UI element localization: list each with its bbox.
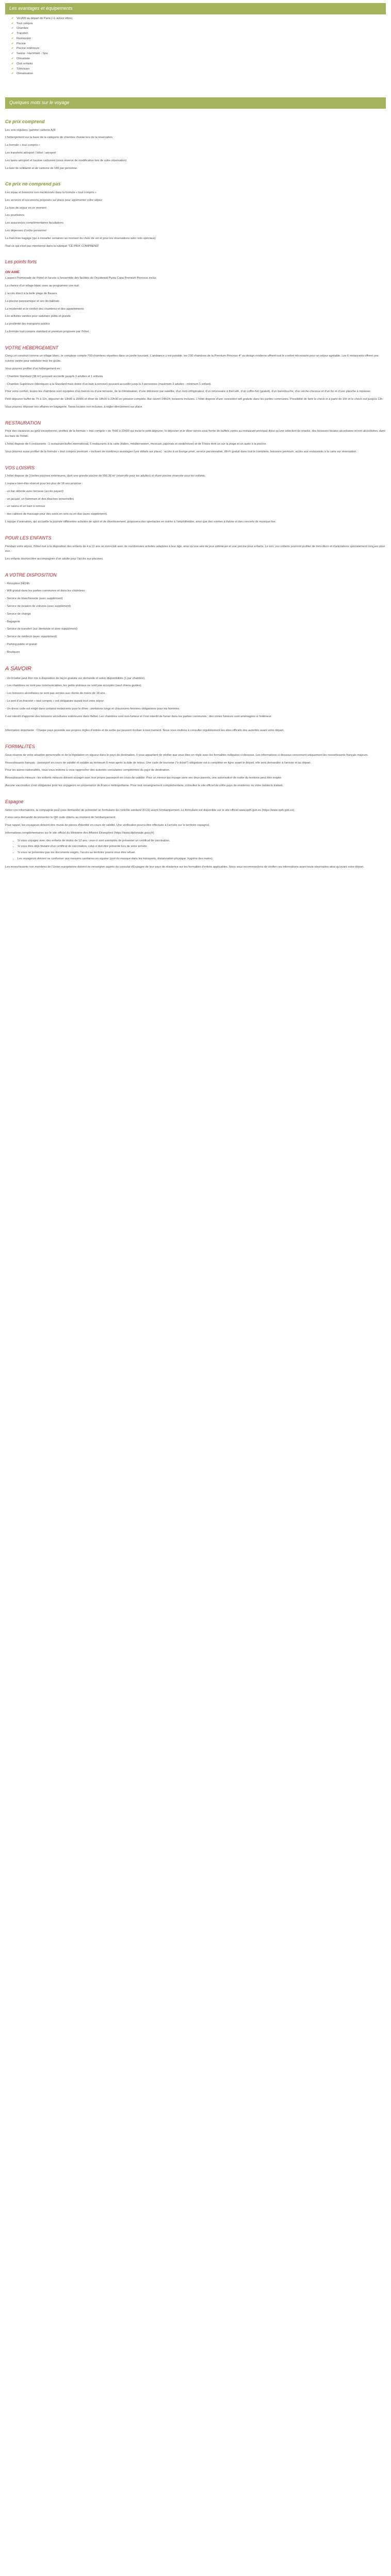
list-item: • Les voyageurs doivent se conformer aux mesures sanitaires en vigueur (port du masque dans les transports, distanciation physique, hygiène des mains). [18, 857, 386, 862]
paragraph: Pour votre confort, toutes les chambres sont équipées d'un balcon ou d'une terrasse, de la climatisation, d'une télévision par satellite, d'un mini-réfrigérateur, d'un nécessaire à thé/café, d'un coffre-fort (gratuit), d'un bain/douche, d'un sèche-cheveux et d'un fer et d'une planche à repasser. [5, 390, 371, 394]
paragraph: - Chambre Supérieure (identiques à la Standard mais dotée d'un bain à remous) pouvant accueillir jusqu'à 3 personnes (maximum 3 adultes - minimum 1 enfant). [5, 382, 211, 386]
feature-item: ✔ Sauna - Hammam - Spa [11, 52, 386, 57]
paragraph: Vous pourrez aussi profiter de la formule « tout compris premium » incluant de nombreux avantages (voir détails sur place) : accès à un lounge privé, service personnalisé, Wi-Fi gratuit dans tout le complexe, boissons premium, accès aux restaurants à la carte sur réservation. [5, 450, 357, 453]
feature-item: ✔ Vol A/R au départ de Paris (+1 autres villes) [11, 16, 386, 22]
section-prix-comprend [5, 118, 386, 171]
text-line: Les pourboires [5, 214, 25, 217]
text-line: La taxe de solidarité et de carbone de 18€ par personne. [5, 166, 78, 170]
paragraph: - Le port d'un bracelet « tout compris » est obligatoire durant tout votre séjour. [5, 700, 105, 703]
important-note: Information importante : Chaque pays possède ses propres règles d'entrée et de sortie qui peuvent évoluer à tout moment. Nous vous invitons à consulter régulièrement les sites officiels des autorités avant votre départ. [5, 729, 284, 733]
paragraph: - Un lit bébé peut être mis à disposition de façon gratuite sur demande et selon disponibilités (1 par chambre). [5, 676, 145, 680]
text-line: - Service de médecin (avec supplément) [5, 635, 57, 639]
text-line: L'hébergement sur la base de la catégorie de chambre choisie lors de la réservation [5, 136, 112, 140]
text-line: Les transferts aéroport / hôtel / aéroport [5, 151, 56, 155]
text-line: - Service de change [5, 612, 31, 616]
paragraph: - un bar détente avec terrasse (accès payant) [5, 489, 63, 493]
section-title: RESTAURATION [5, 420, 41, 426]
paragraph: Vous pourrez profiter d'un hébergement en : [5, 367, 62, 370]
section-enfants [5, 534, 386, 562]
paragraph: - un sauna et un bain à remous [5, 505, 45, 509]
paragraph: Vous pourrez déposer vos affaires en bagagerie. Taxes locales non incluses, à régler directement sur place. [5, 405, 143, 409]
text-line: La formule tout compris standard et premium proposée par l'hôtel. [5, 330, 90, 333]
paragraph: Ressortissants mineurs : les enfants mineurs doivent voyager avec leur propre passeport en cours de validité. Pour un mineur qui voyage sans ses deux parents, une autorisation de sortie du territoire peut être exigée. [5, 776, 282, 780]
text-line: - Parking public et gratuit [5, 642, 37, 646]
section-title: VOTRE HÉBERGEMENT [5, 345, 59, 350]
text-line: Les repas et boissons non mentionnés dans la formule « tout compris » [5, 191, 96, 195]
text-line: La taxe de séjour en ce moment [5, 206, 46, 210]
feature-item: ✔ Transfert [11, 31, 386, 37]
text-line: - Service de transfert (sur demande et avec supplément) [5, 628, 77, 631]
paragraph: - Les boissons alcoolisées ne sont pas servies aux clients de moins de 18 ans. [5, 692, 106, 696]
text-line: La chance d'un village blanc avec au programme une nuit [5, 284, 79, 288]
section-loisirs [5, 464, 386, 525]
section-points-forts [5, 258, 386, 334]
list-item: • Si vous voyagez avec des enfants de moins de 12 ans, ceux-ci sont exemptés de présenter un certificat de vaccination. [18, 839, 386, 844]
text-line: La proximité des transports publics [5, 323, 50, 326]
paragraph: L'espace bien-être réservé pour les plus de 18 ans propose : [5, 482, 83, 486]
paragraph: Aucune vaccination n'est obligatoire pour les voyageurs en provenance de France métropolitaine. Pour tout renseignement complémentaire, consultez le site officiel de votre pays de résidence ou votre médecin traitant. [5, 784, 284, 788]
section-title: FORMALITÉS [5, 744, 35, 750]
section-title: Espagne [5, 799, 24, 804]
paragraph: Il vous sera demandé de présenter le QR code obtenu au moment de l'embarquement. [5, 816, 116, 820]
text-line: - Bagagerie [5, 620, 20, 623]
paragraph: - Chambre Standard (38 m²) pouvant accueillir jusqu'à 3 adultes et 1 enfants. [5, 375, 104, 378]
paragraph: L'hôtel dispose de 6 restaurants : 1 restaurant buffet international, 5 restaurants à la carte (italien, méditerranéen, mexicain, japonais et steakhouse) et de 5 bars dont un sur la plage et un autre à la piscine. [5, 443, 267, 446]
espagne-bullets [5, 839, 386, 862]
section-info-importante [5, 728, 386, 734]
text-line: La franchise bagage (qui à travailler certaines au moment du choix de vol et pour les réservations avec vols spéciaux) [5, 236, 156, 240]
text-line: L'accès direct à la belle plage de Bavaro [5, 292, 57, 295]
features-list [5, 16, 386, 77]
section-prix-ne-comprend [5, 180, 386, 249]
text-line: - Service de blanchisserie (avec supplément) [5, 597, 63, 601]
paragraph: Selon vos informations, la compagnie peut vous demander de présenter un formulaire de contrôle sanitaire (FCS) avant l'embarquement. Le formulaire est disponible sur le site officiel www.spth.gob.es (https://www.spth.gob.es). [5, 808, 295, 812]
feature-item: ✔ Piscine extérieure [11, 46, 386, 52]
feature-item: ✔ Climatisation [11, 72, 386, 77]
paragraph: Conçu et construit comme un village blanc, le complexe compte 700 chambres réparties dans un jardin luxuriant. L'ambiance y est paisible, les 230 chambres de la Premium Princess 4* au design moderne offrent tout le confort nécessaire pour un séjour agréable. Les 6 restaurants offrent une cuisine variée pour satisfaire tous les goûts. [5, 354, 379, 363]
paragraph: - Les chambres ne sont pas communicantes, les petits animaux ne sont pas acceptés (sauf chiens guides). [5, 684, 142, 688]
text-line: Les activités variées pour satisfaire petits et grands [5, 315, 71, 318]
paragraph: L'hôtel dispose de 3 belles piscines extérieures, dont une grande piscine de 556,36 m² (résérvée pour les adultes) et d'une piscine réservée pour les enfants. [5, 474, 206, 478]
text-line: Les dépenses d'ordre personnel [5, 229, 46, 232]
paragraph: - des cabines de massage pour des soins en solo ou en duo (avec supplément). [5, 513, 108, 516]
feature-item: ✔ Télévision [11, 67, 386, 72]
section-subtitle: ON AIME [5, 270, 20, 275]
paragraph: Pendant votre séjour, l'hôtel met à la disposition des enfants de 4 à 12 ans un mini-club avec de nombreuses activités adaptées à leur âge, ainsi qu'une aire de jeux extérieure et une piscine pour enfants. Le soir, vos enfants pourront profiter de mini-disco et d'animations spécialement conçues pour eux. [5, 545, 385, 553]
section-formalites [5, 743, 386, 789]
paragraph: Il est interdit d'apporter des boissons alcoolisées extérieures dans l'hôtel. Les chambres sont non-fumeur et il est interdit de fumer dans les parties communes ; des zones fumeurs sont aménagées à l'extérieur. [5, 715, 272, 718]
feature-item: ✔ Climatisée [11, 57, 386, 62]
page [5, 3, 386, 870]
section-hebergement [5, 344, 386, 410]
text-line: - Service de location de voitures (avec supplément) [5, 604, 71, 608]
text-line: - Boutiques [5, 650, 20, 654]
section-title: Ce prix ne comprend pas [5, 181, 61, 187]
feature-item: ✔ Piscine [11, 42, 386, 47]
list-item: • Si vous ne présentez pas les documents exigés, l'accès au territoire pourra vous être refusé. [18, 851, 386, 856]
paragraph: Pour les autres nationalités, nous vous invitons à vous rapprocher des autorités consulaires compétentes du pays de destination. [5, 769, 170, 772]
text-line: Les vols réguliers, gamme carbone A/R [5, 128, 56, 132]
text-line: Les taxes aéroport et hausse carburant (sous réserve de modification lors de votre réservation) [5, 159, 127, 162]
feature-item: ✔ Chambre [11, 26, 386, 31]
paragraph: L'équipe d'animation, qui accueille la journée différentes activités de sport et de divertissement, proposera des spectacles en soirée à l'amphithéâtre, ainsi que des soirées à thème et des concerts de musique live. [5, 520, 276, 523]
paragraph: - un jacuzzi, un hammam et des douches sensorielles [5, 497, 74, 501]
paragraph: Ressortissants français : passeport en cours de validité et valable au minimum 6 mois après la date de retour. Une carte de tourisme ("e-ticket") obligatoire est à compléter en ligne avant le départ, elle sera demandée à l'arrivée et au départ. [5, 761, 311, 765]
text-line: La piscine panoramique et ses lits balinais [5, 299, 59, 303]
section-title: Ce prix comprend [5, 118, 45, 124]
section-title: VOS LOISIRS [5, 465, 35, 470]
text-line: Tout ce qui n'est pas mentionné dans la rubrique "CE PRIX COMPREND" [5, 244, 100, 248]
paragraph: Pour rappel, les voyageurs doivent être munis de pièces d'identité en cours de validité. Une vérification pourra être effectuée à l'arrivée sur le territoire espagnol. [5, 824, 210, 827]
paragraph: - Un dress code est exigé dans certains restaurants pour le dîner : pantalons longs et chaussures fermées obligatoires pour les hommes. [5, 707, 180, 710]
section-title: Les points forts [5, 259, 37, 265]
section-espagne [5, 798, 386, 870]
section-title: A VOTRE DISPOSITION [5, 572, 57, 578]
paragraph: Pour des vacances au goût exceptionnel, profitez de la formule « tout compris » de 7h00 à 23h00 qui inclut le petit-déjeuner, le déjeuner et le dîner servis sous forme de buffets variés au restaurant principal. Ainsi qu'une sélection de snacks, des boissons locales alcoolisées et non alcoolisées, dans les bars de l'hôtel. [5, 430, 385, 438]
feature-item: ✔ Club enfants [11, 62, 386, 67]
section-banner-mots: Quelques mots sur le voyage [5, 97, 386, 109]
paragraph: Les ressortissants non membres de l'Union européenne doivent se renseigner auprès du consulat d'Espagne de leur pays de résidence sur les formalités d'entrée applicables. Nous vous recommandons de vérifier ces informations avant toute réservation ainsi qu'avant votre départ. [5, 865, 364, 869]
paragraph: Informations complémentaires sur le site officiel du Ministère des Affaires Étrangères (https://www.diplomatie.gouv.fr). [5, 831, 155, 835]
text-line: - Wifi gratuit dans les parties communes et dans les chambres [5, 589, 85, 593]
paragraph: Sous réserve de votre situation personnelle et de la législation en vigueur dans le pays de destination. Il vous appartient de vérifier que vous êtes en règle avec les formalités indiquées ci-dessous. Les informations ci-dessous concernent uniquement les ressortissants français majeurs. [5, 753, 368, 757]
feature-item: ✔ Restaurant [11, 37, 386, 42]
text-line: L'aspect Promenade de l'hôtel et l'accès à l'ensemble des facilités du Occidental Punta Cana Premium Princess inclus [5, 277, 156, 280]
list-item: • Si vous êtes déjà titulaire d'un certificat de vaccination, celui-ci doit être présenté lors de votre arrivée. [18, 844, 386, 850]
text-line: Les services et excursions proposés sur place pour agrémenter votre séjour [5, 198, 103, 202]
paragraph: Les enfants devront être accompagnés d'un adulte pour l'accès aux piscines. [5, 557, 104, 561]
paragraph: Petit déjeuner buffet de 7h à 11h, déjeuner de 13h00 à 15h00 et dîner de 18h30 à 22h30 en pension complète. Bar ouvert 24h/24, boissons incluses. L'hôtel dispose d'une connexion wifi gratuite dans les parties communes. Possibilité de faire le check-in à partir de 15h et le check-out jusqu'à 12h. [5, 398, 383, 401]
text-line: - Réception 24/24h [5, 582, 30, 585]
section-restauration [5, 419, 386, 455]
section-title: A SAVOIR [5, 666, 31, 672]
section-title: POUR LES ENFANTS [5, 535, 52, 540]
feature-item: ✔ Tout compris [11, 22, 386, 27]
section-banner-avantages: Les avantages et équipements [5, 3, 386, 14]
section-a-savoir [5, 664, 386, 719]
text-line: La formule « tout compris » [5, 144, 40, 147]
text-line: La modernité et le confort des chambres et des appartements [5, 307, 84, 311]
section-disposition [5, 571, 386, 655]
text-line: Les assurances complémentaires facultatives [5, 222, 63, 225]
